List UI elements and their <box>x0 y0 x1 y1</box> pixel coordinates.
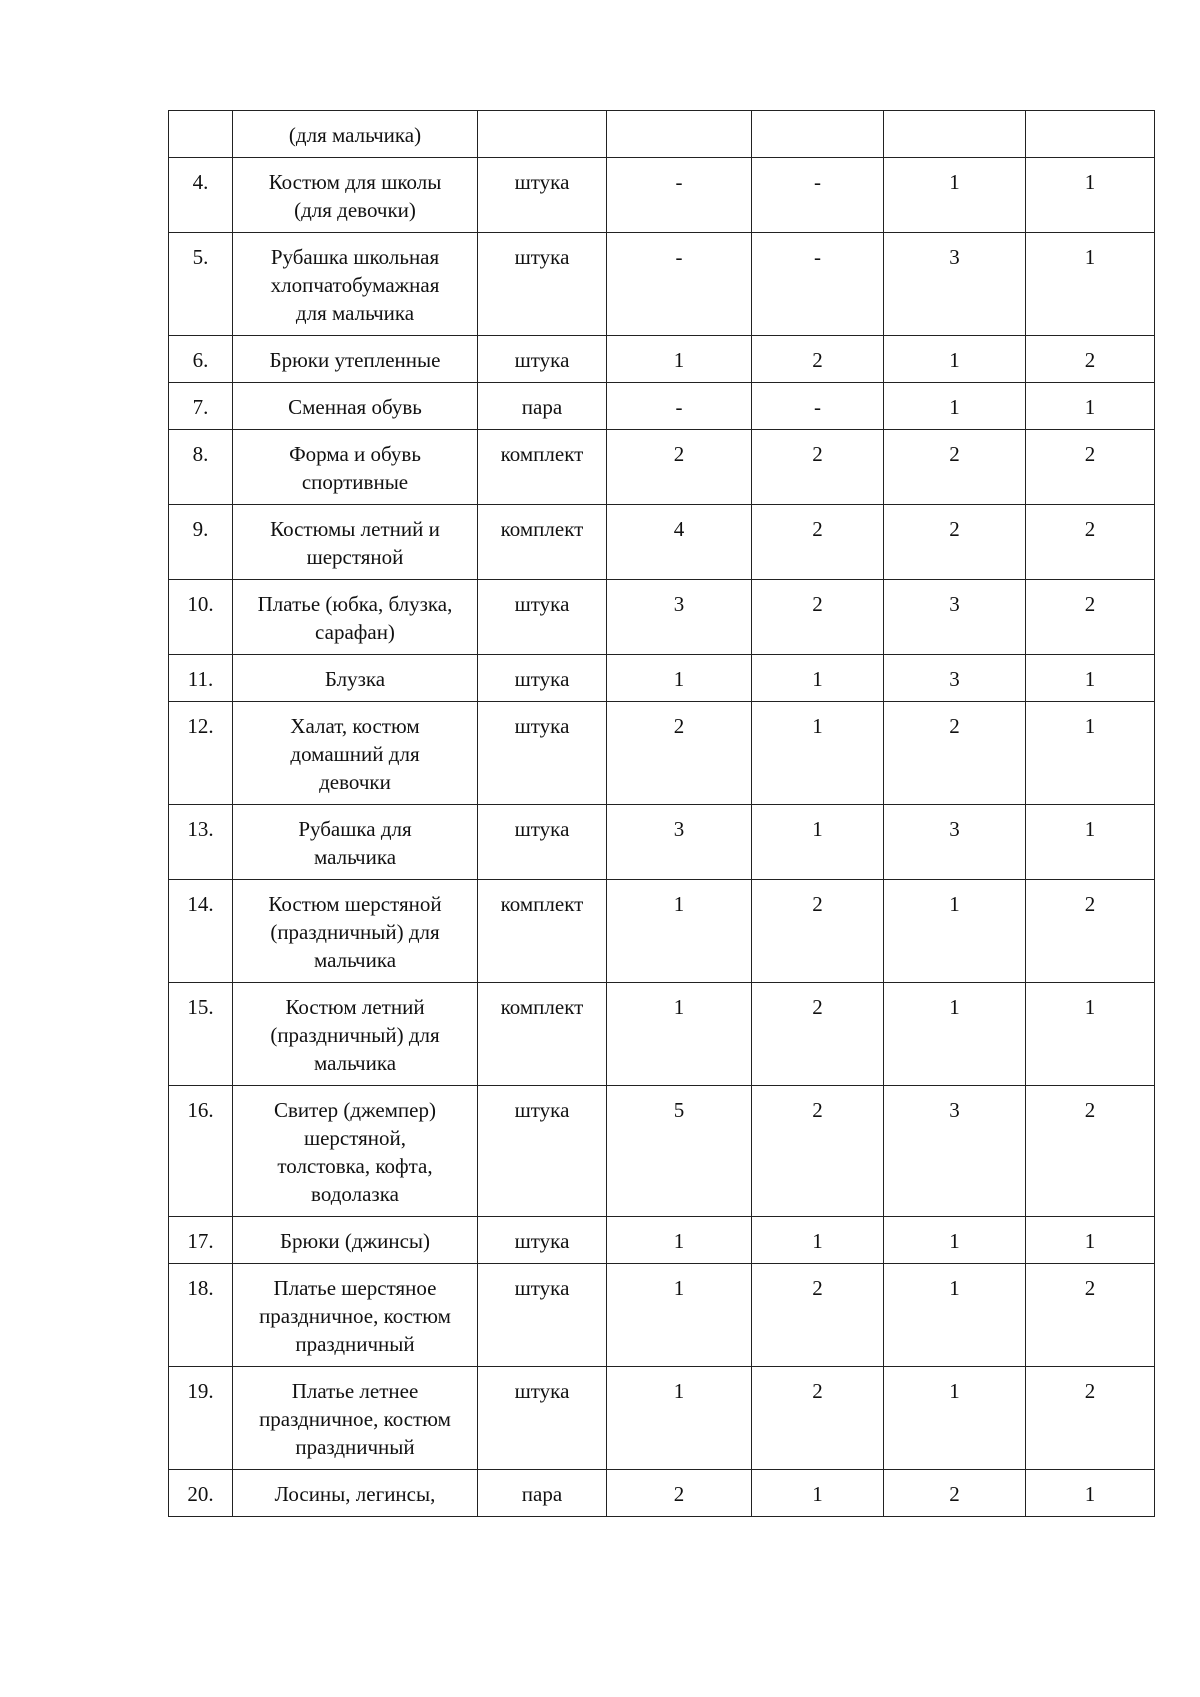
unit-cell: пара <box>478 383 607 430</box>
quantity-2-cell: - <box>752 383 884 430</box>
unit-cell: штука <box>478 580 607 655</box>
quantity-1-cell: 1 <box>607 1264 752 1367</box>
quantity-3-cell <box>884 111 1026 158</box>
table-row <box>169 505 1155 580</box>
quantity-1-cell: 2 <box>607 702 752 805</box>
table-row <box>169 1367 1155 1470</box>
quantity-3-cell: 1 <box>884 383 1026 430</box>
unit-cell: штука <box>478 1086 607 1217</box>
unit-cell: штука <box>478 655 607 702</box>
quantity-3-cell: 3 <box>884 805 1026 880</box>
unit-cell: штука <box>478 1367 607 1470</box>
quantity-4-cell: 2 <box>1026 880 1155 983</box>
table-row <box>169 111 1155 158</box>
quantity-3-cell: 2 <box>884 1470 1026 1517</box>
table-row <box>169 1264 1155 1367</box>
unit-cell: штука <box>478 336 607 383</box>
quantity-3-cell: 1 <box>884 880 1026 983</box>
table-row <box>169 880 1155 983</box>
quantity-4-cell: 1 <box>1026 383 1155 430</box>
item-name-cell: Брюки (джинсы) <box>233 1217 478 1264</box>
quantity-4-cell: 1 <box>1026 702 1155 805</box>
quantity-2-cell: 1 <box>752 805 884 880</box>
quantity-3-cell: 2 <box>884 505 1026 580</box>
quantity-3-cell: 3 <box>884 1086 1026 1217</box>
item-name-cell: Костюмы летний и шерстяной <box>233 505 478 580</box>
unit-cell <box>478 111 607 158</box>
quantity-1-cell: 1 <box>607 655 752 702</box>
item-name-cell: Халат, костюм домашний для девочки <box>233 702 478 805</box>
quantity-4-cell: 1 <box>1026 233 1155 336</box>
quantity-1-cell: 3 <box>607 580 752 655</box>
quantity-2-cell: 2 <box>752 880 884 983</box>
quantity-2-cell: 2 <box>752 1086 884 1217</box>
table-row <box>169 233 1155 336</box>
table-row <box>169 1086 1155 1217</box>
table-row <box>169 983 1155 1086</box>
row-number-cell <box>169 111 233 158</box>
quantity-3-cell: 1 <box>884 1264 1026 1367</box>
item-name-cell: Платье летнее праздничное, костюм праздничный <box>233 1367 478 1470</box>
unit-cell: штука <box>478 805 607 880</box>
table-row <box>169 580 1155 655</box>
item-name-cell: (для мальчика) <box>233 111 478 158</box>
quantity-4-cell: 2 <box>1026 1367 1155 1470</box>
table-row <box>169 805 1155 880</box>
quantity-1-cell: 1 <box>607 880 752 983</box>
quantity-3-cell: 2 <box>884 702 1026 805</box>
row-number-cell: 11. <box>169 655 233 702</box>
table-row <box>169 702 1155 805</box>
quantity-2-cell <box>752 111 884 158</box>
table-row <box>169 655 1155 702</box>
row-number-cell: 12. <box>169 702 233 805</box>
quantity-4-cell: 2 <box>1026 1086 1155 1217</box>
row-number-cell: 18. <box>169 1264 233 1367</box>
item-name-cell: Костюм шерстяной (праздничный) для мальчика <box>233 880 478 983</box>
quantity-2-cell: 1 <box>752 702 884 805</box>
quantity-4-cell: 2 <box>1026 336 1155 383</box>
quantity-4-cell: 2 <box>1026 505 1155 580</box>
quantity-2-cell: - <box>752 233 884 336</box>
quantity-3-cell: 1 <box>884 983 1026 1086</box>
quantity-2-cell: 2 <box>752 983 884 1086</box>
item-name-cell: Форма и обувь спортивные <box>233 430 478 505</box>
quantity-2-cell: - <box>752 158 884 233</box>
quantity-3-cell: 1 <box>884 158 1026 233</box>
quantity-2-cell: 2 <box>752 1367 884 1470</box>
quantity-1-cell: 1 <box>607 336 752 383</box>
table-row <box>169 430 1155 505</box>
item-name-cell: Сменная обувь <box>233 383 478 430</box>
row-number-cell: 17. <box>169 1217 233 1264</box>
quantity-1-cell <box>607 111 752 158</box>
quantity-4-cell <box>1026 111 1155 158</box>
item-name-cell: Блузка <box>233 655 478 702</box>
quantity-3-cell: 3 <box>884 655 1026 702</box>
unit-cell: штука <box>478 1217 607 1264</box>
unit-cell: штука <box>478 233 607 336</box>
quantity-1-cell: - <box>607 158 752 233</box>
item-name-cell: Рубашка для мальчика <box>233 805 478 880</box>
item-name-cell: Платье (юбка, блузка, сарафан) <box>233 580 478 655</box>
clothing-norms-table <box>168 110 1155 1517</box>
unit-cell: комплект <box>478 983 607 1086</box>
row-number-cell: 5. <box>169 233 233 336</box>
quantity-4-cell: 1 <box>1026 805 1155 880</box>
item-name-cell: Костюм летний (праздничный) для мальчика <box>233 983 478 1086</box>
quantity-3-cell: 2 <box>884 430 1026 505</box>
quantity-1-cell: 3 <box>607 805 752 880</box>
quantity-4-cell: 1 <box>1026 655 1155 702</box>
quantity-2-cell: 2 <box>752 430 884 505</box>
table-row <box>169 158 1155 233</box>
quantity-2-cell: 2 <box>752 336 884 383</box>
quantity-2-cell: 1 <box>752 1217 884 1264</box>
row-number-cell: 4. <box>169 158 233 233</box>
quantity-3-cell: 3 <box>884 580 1026 655</box>
unit-cell: штука <box>478 702 607 805</box>
quantity-4-cell: 1 <box>1026 1217 1155 1264</box>
quantity-4-cell: 2 <box>1026 1264 1155 1367</box>
unit-cell: штука <box>478 158 607 233</box>
item-name-cell: Костюм для школы (для девочки) <box>233 158 478 233</box>
quantity-2-cell: 2 <box>752 580 884 655</box>
quantity-2-cell: 1 <box>752 1470 884 1517</box>
row-number-cell: 19. <box>169 1367 233 1470</box>
unit-cell: комплект <box>478 880 607 983</box>
quantity-1-cell: 1 <box>607 1367 752 1470</box>
quantity-3-cell: 3 <box>884 233 1026 336</box>
quantity-2-cell: 2 <box>752 1264 884 1367</box>
row-number-cell: 16. <box>169 1086 233 1217</box>
table-body <box>169 111 1155 1517</box>
quantity-1-cell: 2 <box>607 1470 752 1517</box>
quantity-1-cell: - <box>607 233 752 336</box>
table-row <box>169 1217 1155 1264</box>
quantity-1-cell: 2 <box>607 430 752 505</box>
row-number-cell: 15. <box>169 983 233 1086</box>
quantity-3-cell: 1 <box>884 1367 1026 1470</box>
unit-cell: штука <box>478 1264 607 1367</box>
table-row <box>169 336 1155 383</box>
quantity-1-cell: 4 <box>607 505 752 580</box>
quantity-3-cell: 1 <box>884 1217 1026 1264</box>
unit-cell: комплект <box>478 430 607 505</box>
item-name-cell: Свитер (джемпер) шерстяной, толстовка, кофта, водолазка <box>233 1086 478 1217</box>
quantity-1-cell: 5 <box>607 1086 752 1217</box>
quantity-3-cell: 1 <box>884 336 1026 383</box>
quantity-2-cell: 1 <box>752 655 884 702</box>
row-number-cell: 13. <box>169 805 233 880</box>
row-number-cell: 10. <box>169 580 233 655</box>
row-number-cell: 7. <box>169 383 233 430</box>
item-name-cell: Рубашка школьная хлопчатобумажная для мальчика <box>233 233 478 336</box>
quantity-2-cell: 2 <box>752 505 884 580</box>
item-name-cell: Брюки утепленные <box>233 336 478 383</box>
quantity-4-cell: 1 <box>1026 983 1155 1086</box>
item-name-cell: Платье шерстяное праздничное, костюм праздничный <box>233 1264 478 1367</box>
row-number-cell: 8. <box>169 430 233 505</box>
table-row <box>169 383 1155 430</box>
quantity-4-cell: 2 <box>1026 430 1155 505</box>
unit-cell: комплект <box>478 505 607 580</box>
quantity-4-cell: 2 <box>1026 580 1155 655</box>
table-row <box>169 1470 1155 1517</box>
row-number-cell: 9. <box>169 505 233 580</box>
row-number-cell: 14. <box>169 880 233 983</box>
quantity-1-cell: 1 <box>607 1217 752 1264</box>
quantity-1-cell: - <box>607 383 752 430</box>
item-name-cell: Лосины, легинсы, <box>233 1470 478 1517</box>
quantity-4-cell: 1 <box>1026 1470 1155 1517</box>
quantity-1-cell: 1 <box>607 983 752 1086</box>
quantity-4-cell: 1 <box>1026 158 1155 233</box>
row-number-cell: 6. <box>169 336 233 383</box>
row-number-cell: 20. <box>169 1470 233 1517</box>
unit-cell: пара <box>478 1470 607 1517</box>
